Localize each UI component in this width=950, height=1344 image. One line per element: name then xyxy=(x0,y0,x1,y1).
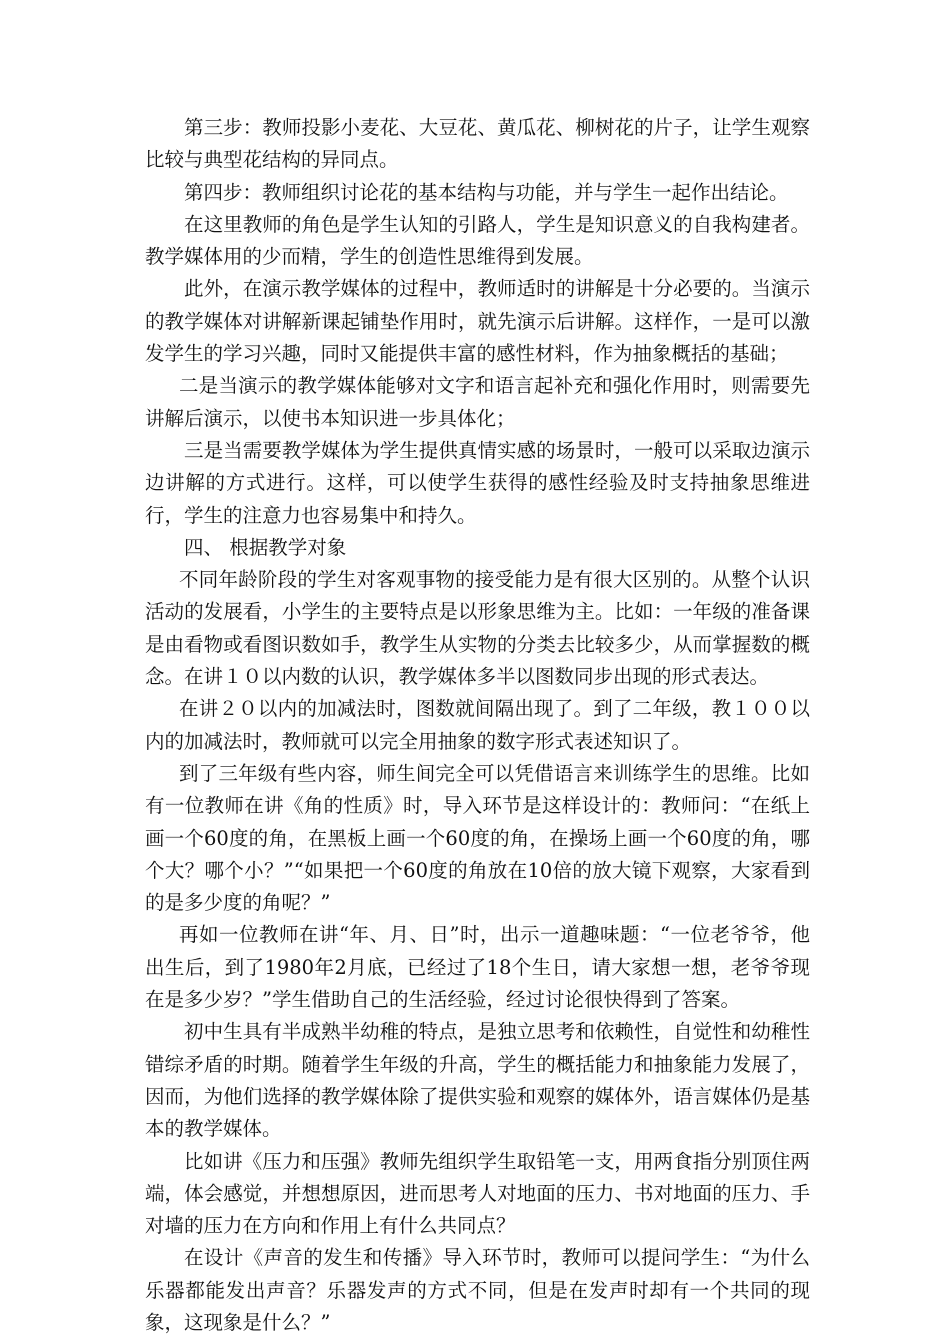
section-heading: 四、 根据教学对象 xyxy=(184,535,347,559)
document-body xyxy=(145,112,810,1339)
paragraph-junior-high: 初中生具有半成熟半幼稚的特点，是独立思考和依赖性，自觉性和幼稚性错综矛盾的时期。随着学生年级的升高，学生的概括能力和抽象能力发展了，因而，为他们选择的教学媒体除了提供实验和观察的媒体外，语言媒体仍是基本的教学媒体。 xyxy=(145,1020,810,1141)
paragraph-date-puzzle: 再如一位教师在讲“年、月、日”时，出示一道趣味题：“一位老爷爷，他出生后，到了1980年2月底，已经过了18个生日，请大家想一想，老爷爷现在是多少岁？”学生借助自己的生活经验，经过讨论很快得到了答案。 xyxy=(145,923,810,1012)
paragraph-step-four: 第四步：教师组织讨论花的基本结构与功能，并与学生一起作出结论。 xyxy=(184,180,789,204)
paragraph-third-grade: 到了三年级有些内容，师生间完全可以凭借语言来训练学生的思维。比如有一位教师在讲《角的性质》时，导入环节是这样设计的：教师问：“在纸上画一个60度的角，在黑板上画一个60度的角，在操场上画一个60度的角，哪个大？哪个小？”“如果把一个60度的角放在10倍的放大镜下观察，大家看到的是多少度的角呢？” xyxy=(145,761,810,915)
paragraph-age-differences: 不同年龄阶段的学生对客观事物的接受能力是有很大区别的。从整个认识活动的发展看，小学生的主要特点是以形象思维为主。比如：一年级的准备课是由看物或看图识数如手，教学生从实物的分类去比较多少，从而掌握数的概念。在讲１０以内数的认识，教学媒体多半以图数同步出现的形式表达。 xyxy=(145,568,810,689)
paragraph-step-three: 第三步：教师投影小麦花、大豆花、黄瓜花、柳树花的片子，让学生观察比较与典型花结构的异同点。 xyxy=(145,116,810,172)
paragraph-demonstration: 此外，在演示教学媒体的过程中，教师适时的讲解是十分必要的。当演示的教学媒体对讲解新课起铺垫作用时，就先演示后讲解。这样作，一是可以激发学生的学习兴趣，同时又能提供丰富的感性材料，作为抽象概括的基础； xyxy=(145,277,810,366)
paragraph-second-point: 二是当演示的教学媒体能够对文字和语言起补充和强化作用时，则需要先讲解后演示，以使书本知识进一步具体化； xyxy=(145,374,810,430)
paragraph-addition-within-20: 在讲２０以内的加减法时，图数就间隔出现了。到了二年级，教１００以内的加减法时，教师就可以完全用抽象的数字形式表述知识了。 xyxy=(145,697,810,753)
paragraph-sound: 在设计《声音的发生和传播》导入环节时，教师可以提问学生：“为什么乐器都能发出声音？乐器发声的方式不同，但是在发声时却有一个共同的现象，这现象是什么？” xyxy=(145,1246,810,1334)
paragraph-third-point: 三是当需要教学媒体为学生提供真情实感的场景时，一般可以采取边演示边讲解的方式进行。这样，可以使学生获得的感性经验及时支持抽象思维进行，学生的注意力也容易集中和持久。 xyxy=(145,438,810,527)
paragraph-teacher-role: 在这里教师的角色是学生认知的引路人，学生是知识意义的自我构建者。教学媒体用的少而精，学生的创造性思维得到发展。 xyxy=(145,212,810,269)
paragraph-pressure: 比如讲《压力和压强》教师先组织学生取铅笔一支，用两食指分别顶住两端，体会感觉，并想想原因，进而思考人对地面的压力、书对地面的压力、手对墙的压力在方向和作用上有什么共同点？ xyxy=(145,1149,810,1238)
